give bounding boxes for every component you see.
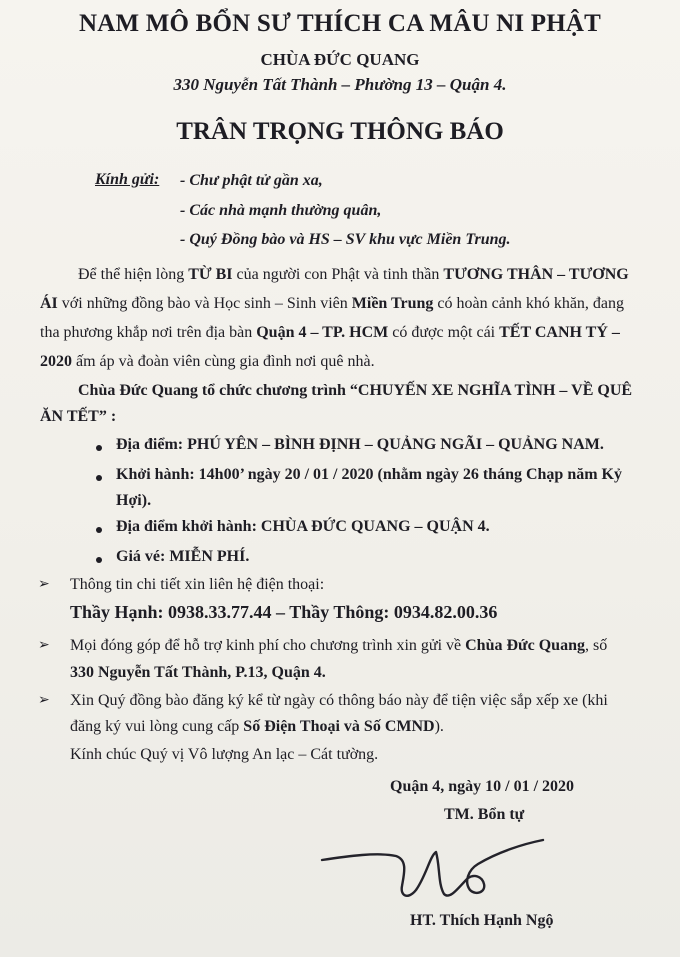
text-run: của người con Phật và tinh thần: [232, 266, 444, 283]
temple-address: 330 Nguyễn Tất Thành – Phường 13 – Quận 4.: [173, 75, 507, 94]
detail-item: Địa điểm: PHÚ YÊN – BÌNH ĐỊNH – QUẢNG NGÃI – QUẢNG NAM.: [116, 436, 604, 453]
text-run: đăng ký vui lòng cung cấp: [70, 718, 244, 735]
on-behalf: TM. Bổn tự: [444, 806, 525, 823]
arrow-bullet-icon: ➢: [38, 693, 50, 708]
text-run: Số Điện Thoại và Số CMND: [243, 718, 435, 735]
detail-item: Hợi).: [116, 492, 152, 509]
detail-item: Địa điểm khởi hành: CHÙA ĐỨC QUANG – QUẬN 4.: [116, 518, 490, 535]
paragraph-line: [40, 324, 620, 342]
text-run: TƯƠNG THÂN – TƯƠNG: [443, 266, 629, 283]
contact-phones: Thầy Hạnh: 0938.33.77.44 – Thầy Thông: 0934.82.00.36: [70, 602, 498, 622]
detail-item: Giá vé: MIỄN PHÍ.: [116, 548, 250, 565]
text-run: 2020: [40, 353, 72, 370]
text-run: có được một cái: [388, 324, 500, 341]
text-run: TỪ BI: [188, 266, 233, 283]
paragraph-line: [40, 353, 375, 371]
recipient-item: - Các nhà mạnh thường quân,: [180, 202, 382, 219]
contact-intro: Thông tin chi tiết xin liên hệ điện thoại:: [70, 576, 325, 593]
arrow-bullet-icon: ➢: [38, 577, 50, 592]
recipient-item: - Quý Đồng bào và HS – SV khu vực Miền Trung.: [180, 231, 511, 248]
page-title: NAM MÔ BỔN SƯ THÍCH CA MÂU NI PHẬT: [78, 10, 602, 37]
text-run: ).: [434, 718, 444, 735]
bullet-icon: [96, 475, 102, 481]
notice-title: TRÂN TRỌNG THÔNG BÁO: [176, 118, 504, 145]
text-run: có hoàn cảnh khó khăn, đang: [433, 295, 625, 312]
paragraph-line: [40, 295, 624, 313]
text-run: ÁI: [40, 295, 58, 312]
closing-wish: Kính chúc Quý vị Vô lượng An lạc – Cát tường.: [70, 746, 379, 763]
signer-name: HT. Thích Hạnh Ngộ: [410, 912, 554, 929]
text-run: ấm áp và đoàn viên cùng gia đình nơi quê nhà.: [72, 353, 375, 370]
donation-address: 330 Nguyễn Tất Thành, P.13, Quận 4.: [70, 664, 326, 681]
text-run: Chùa Đức Quang: [465, 637, 585, 654]
text-run: Mọi đóng góp để hỗ trợ kinh phí cho chương trình xin gửi về: [70, 637, 466, 654]
text-run: TẾT CANH TÝ –: [499, 324, 620, 341]
recipient-item: - Chư phật tử gần xa,: [180, 172, 323, 189]
register-line: Xin Quý đồng bào đăng ký kể từ ngày có thông báo này để tiện việc sắp xếp xe (khi: [70, 692, 608, 709]
text-run: với những đồng bào và Học sinh – Sinh viên: [57, 295, 352, 312]
recipients-label: Kính gửi:: [95, 171, 160, 188]
issue-date: Quận 4, ngày 10 / 01 / 2020: [390, 778, 575, 795]
bullet-icon: [96, 527, 102, 533]
text-run: , số: [584, 637, 608, 654]
bullet-icon: [96, 445, 102, 451]
text-run: Để thể hiện lòng: [78, 266, 189, 283]
register-line: [70, 718, 444, 736]
temple-name: CHÙA ĐỨC QUANG: [260, 50, 420, 69]
paragraph-line: ĂN TẾT” :: [40, 408, 117, 425]
text-run: Miền Trung: [351, 295, 434, 312]
detail-item: Khởi hành: 14h00’ ngày 20 / 01 / 2020 (nhằm ngày 26 tháng Chạp năm Kỷ: [116, 466, 622, 483]
text-run: tha phương khắp nơi trên địa bàn: [40, 324, 257, 341]
text-run: Quận 4 – TP. HCM: [256, 324, 389, 341]
signature: [318, 834, 548, 904]
paragraph-line: [78, 266, 629, 284]
paragraph-line: Chùa Đức Quang tổ chức chương trình “CHUYẾN XE NGHĨA TÌNH – VỀ QUÊ: [78, 382, 633, 399]
bullet-icon: [96, 557, 102, 563]
donation-line: [70, 637, 607, 655]
arrow-bullet-icon: ➢: [38, 638, 50, 653]
